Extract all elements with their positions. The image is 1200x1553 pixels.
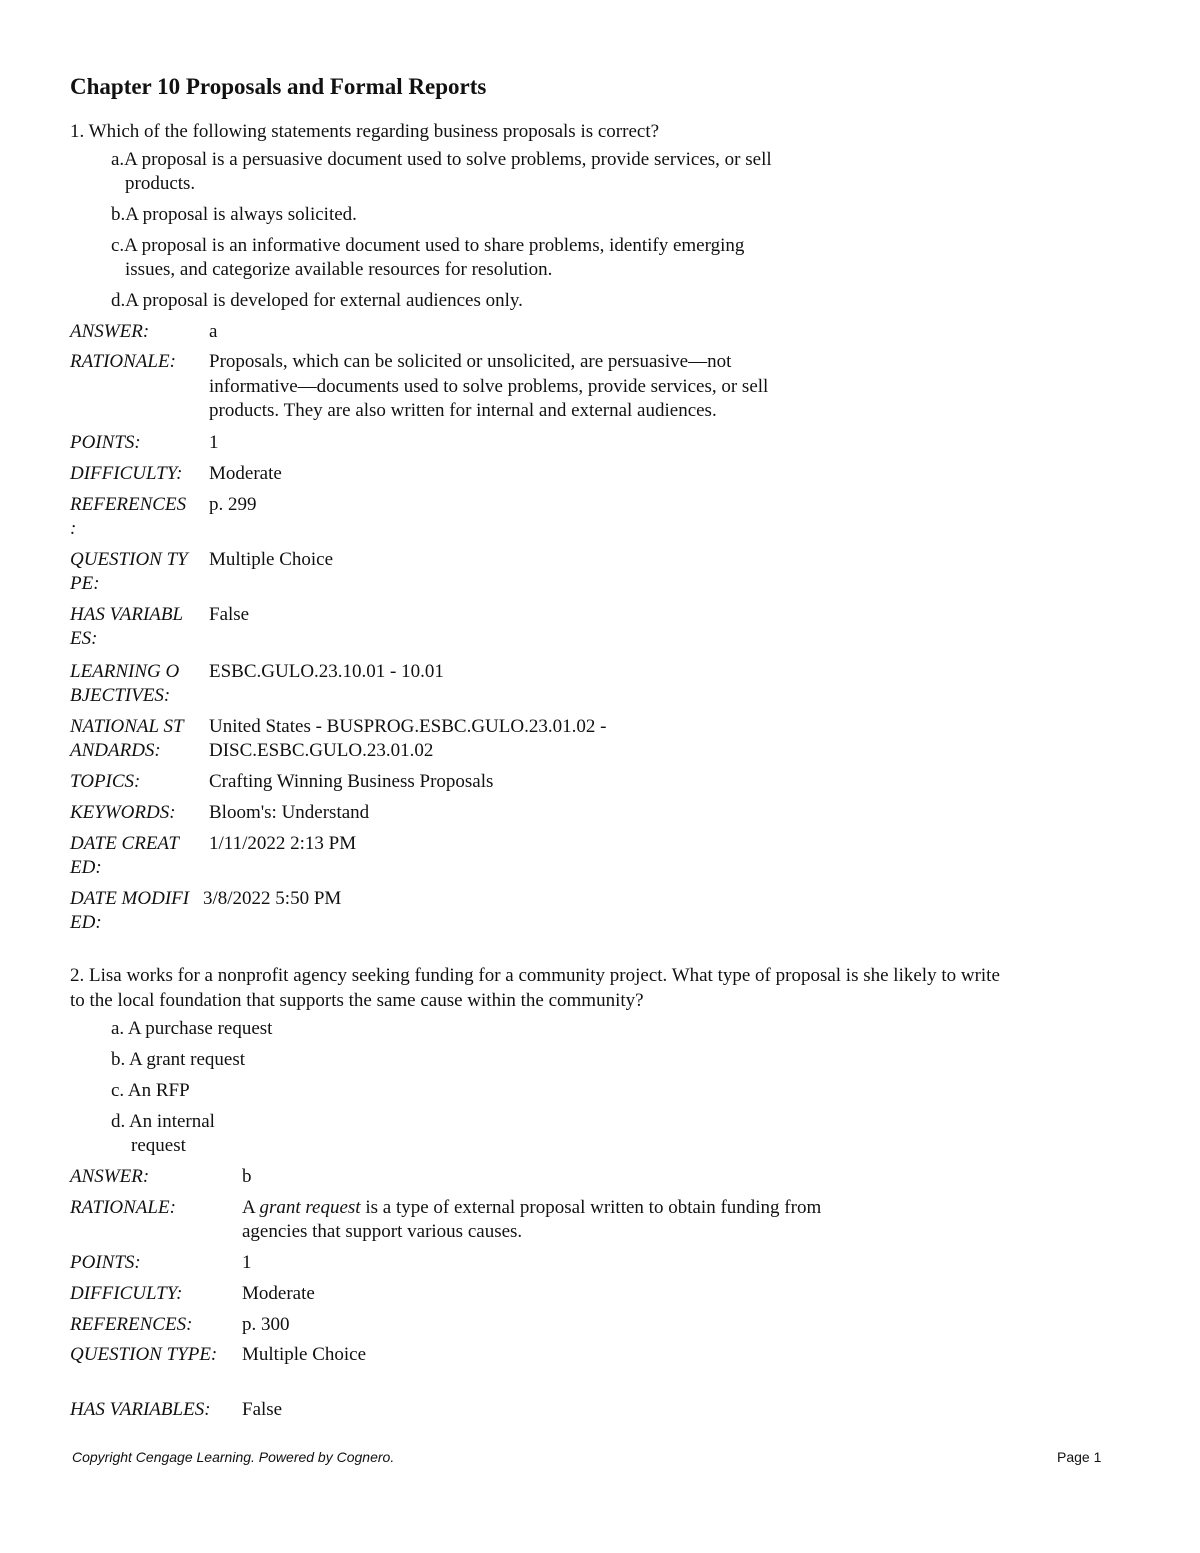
option-d-cont: request (131, 1135, 186, 1156)
question-stem: 1. Which of the following statements regarding business proposals is correct? (70, 121, 660, 142)
topics-label: TOPICS: (70, 771, 141, 792)
references-value: p. 300 (242, 1314, 290, 1335)
rationale-line-3: products. They are also written for internal and external audiences. (209, 400, 717, 421)
topics-value: Crafting Winning Business Proposals (209, 771, 494, 792)
rationale-post: is a type of external proposal written to obtain funding from (360, 1197, 822, 1218)
option-c: c. An RFP (111, 1080, 190, 1101)
option-c-cont: issues, and categorize available resources for resolution. (125, 259, 553, 280)
keywords-value: Bloom's: Understand (209, 802, 370, 823)
national-standards-label-cont: ANDARDS: (70, 740, 161, 761)
option-a: a. A purchase request (111, 1018, 273, 1039)
points-label: POINTS: (70, 1252, 141, 1273)
has-variables-label: HAS VARIABLES: (70, 1399, 211, 1420)
difficulty-label: DIFFICULTY: (70, 1283, 183, 1304)
question-stem: 2. Lisa works for a nonprofit agency seeking funding for a community project. What type of proposal is she likely to write (70, 965, 1000, 986)
national-standards-label: NATIONAL ST (70, 716, 184, 737)
option-b: b. A grant request (111, 1049, 246, 1070)
learning-objectives-label: LEARNING O (70, 661, 180, 682)
rationale-line-1 (242, 1196, 821, 1220)
footer-copyright: Copyright Cengage Learning. Powered by Cognero. (72, 1449, 395, 1465)
answer-value: a (209, 321, 218, 342)
points-value: 1 (209, 432, 219, 453)
date-modified-label: DATE MODIFI (70, 888, 190, 909)
question-type-value: Multiple Choice (242, 1344, 367, 1365)
question-type-label: QUESTION TYPE: (70, 1344, 218, 1365)
date-created-label: DATE CREAT (70, 833, 179, 854)
national-standards-value-cont: DISC.ESBC.GULO.23.01.02 (209, 740, 434, 761)
option-a-cont: products. (125, 173, 196, 194)
points-value: 1 (242, 1252, 252, 1273)
footer-page-number: Page 1 (1057, 1449, 1102, 1465)
option-d: d.A proposal is developed for external audiences only. (111, 290, 523, 311)
references-label-cont: : (70, 518, 77, 539)
rationale-pre: A (242, 1197, 260, 1218)
references-value: p. 299 (209, 494, 257, 515)
references-label: REFERENCES: (70, 1314, 193, 1335)
option-c: c.A proposal is an informative document used to share problems, identify emerging (111, 235, 745, 256)
rationale-line-1: Proposals, which can be solicited or unsolicited, are persuasive—not (209, 351, 732, 372)
date-created-label-cont: ED: (70, 857, 102, 878)
learning-objectives-value: ESBC.GULO.23.10.01 - 10.01 (209, 661, 444, 682)
date-modified-label-cont: ED: (70, 912, 102, 933)
rationale-line-2: agencies that support various causes. (242, 1221, 523, 1242)
date-created-value: 1/11/2022 2:13 PM (209, 833, 357, 854)
rationale-line-2: informative—documents used to solve problems, provide services, or sell (209, 376, 769, 397)
answer-value: b (242, 1166, 252, 1187)
difficulty-value: Moderate (209, 463, 282, 484)
page-title: Chapter 10 Proposals and Formal Reports (70, 74, 487, 99)
option-b: b.A proposal is always solicited. (111, 204, 357, 225)
has-variables-value: False (209, 604, 250, 625)
national-standards-value: United States - BUSPROG.ESBC.GULO.23.01.02 - (209, 716, 607, 737)
option-d: d. An internal (111, 1111, 215, 1132)
has-variables-label: HAS VARIABL (70, 604, 184, 625)
has-variables-value: False (242, 1399, 283, 1420)
question-type-label-cont: PE: (70, 573, 100, 594)
keywords-label: KEYWORDS: (70, 802, 176, 823)
answer-label: ANSWER: (70, 321, 150, 342)
points-label: POINTS: (70, 432, 141, 453)
question-stem-cont: to the local foundation that supports the same cause within the community? (70, 990, 644, 1011)
question-type-value: Multiple Choice (209, 549, 334, 570)
difficulty-label: DIFFICULTY: (70, 463, 183, 484)
rationale-emphasis: grant request (259, 1197, 361, 1218)
answer-label: ANSWER: (70, 1166, 150, 1187)
difficulty-value: Moderate (242, 1283, 315, 1304)
rationale-label: RATIONALE: (70, 351, 176, 372)
option-a: a.A proposal is a persuasive document used to solve problems, provide services, or sell (111, 149, 772, 170)
has-variables-label-cont: ES: (70, 628, 98, 649)
learning-objectives-label-cont: BJECTIVES: (70, 685, 171, 706)
question-type-label: QUESTION TY (70, 549, 188, 570)
references-label: REFERENCES (70, 494, 187, 515)
date-modified-value: 3/8/2022 5:50 PM (203, 888, 342, 909)
rationale-label: RATIONALE: (70, 1197, 176, 1218)
